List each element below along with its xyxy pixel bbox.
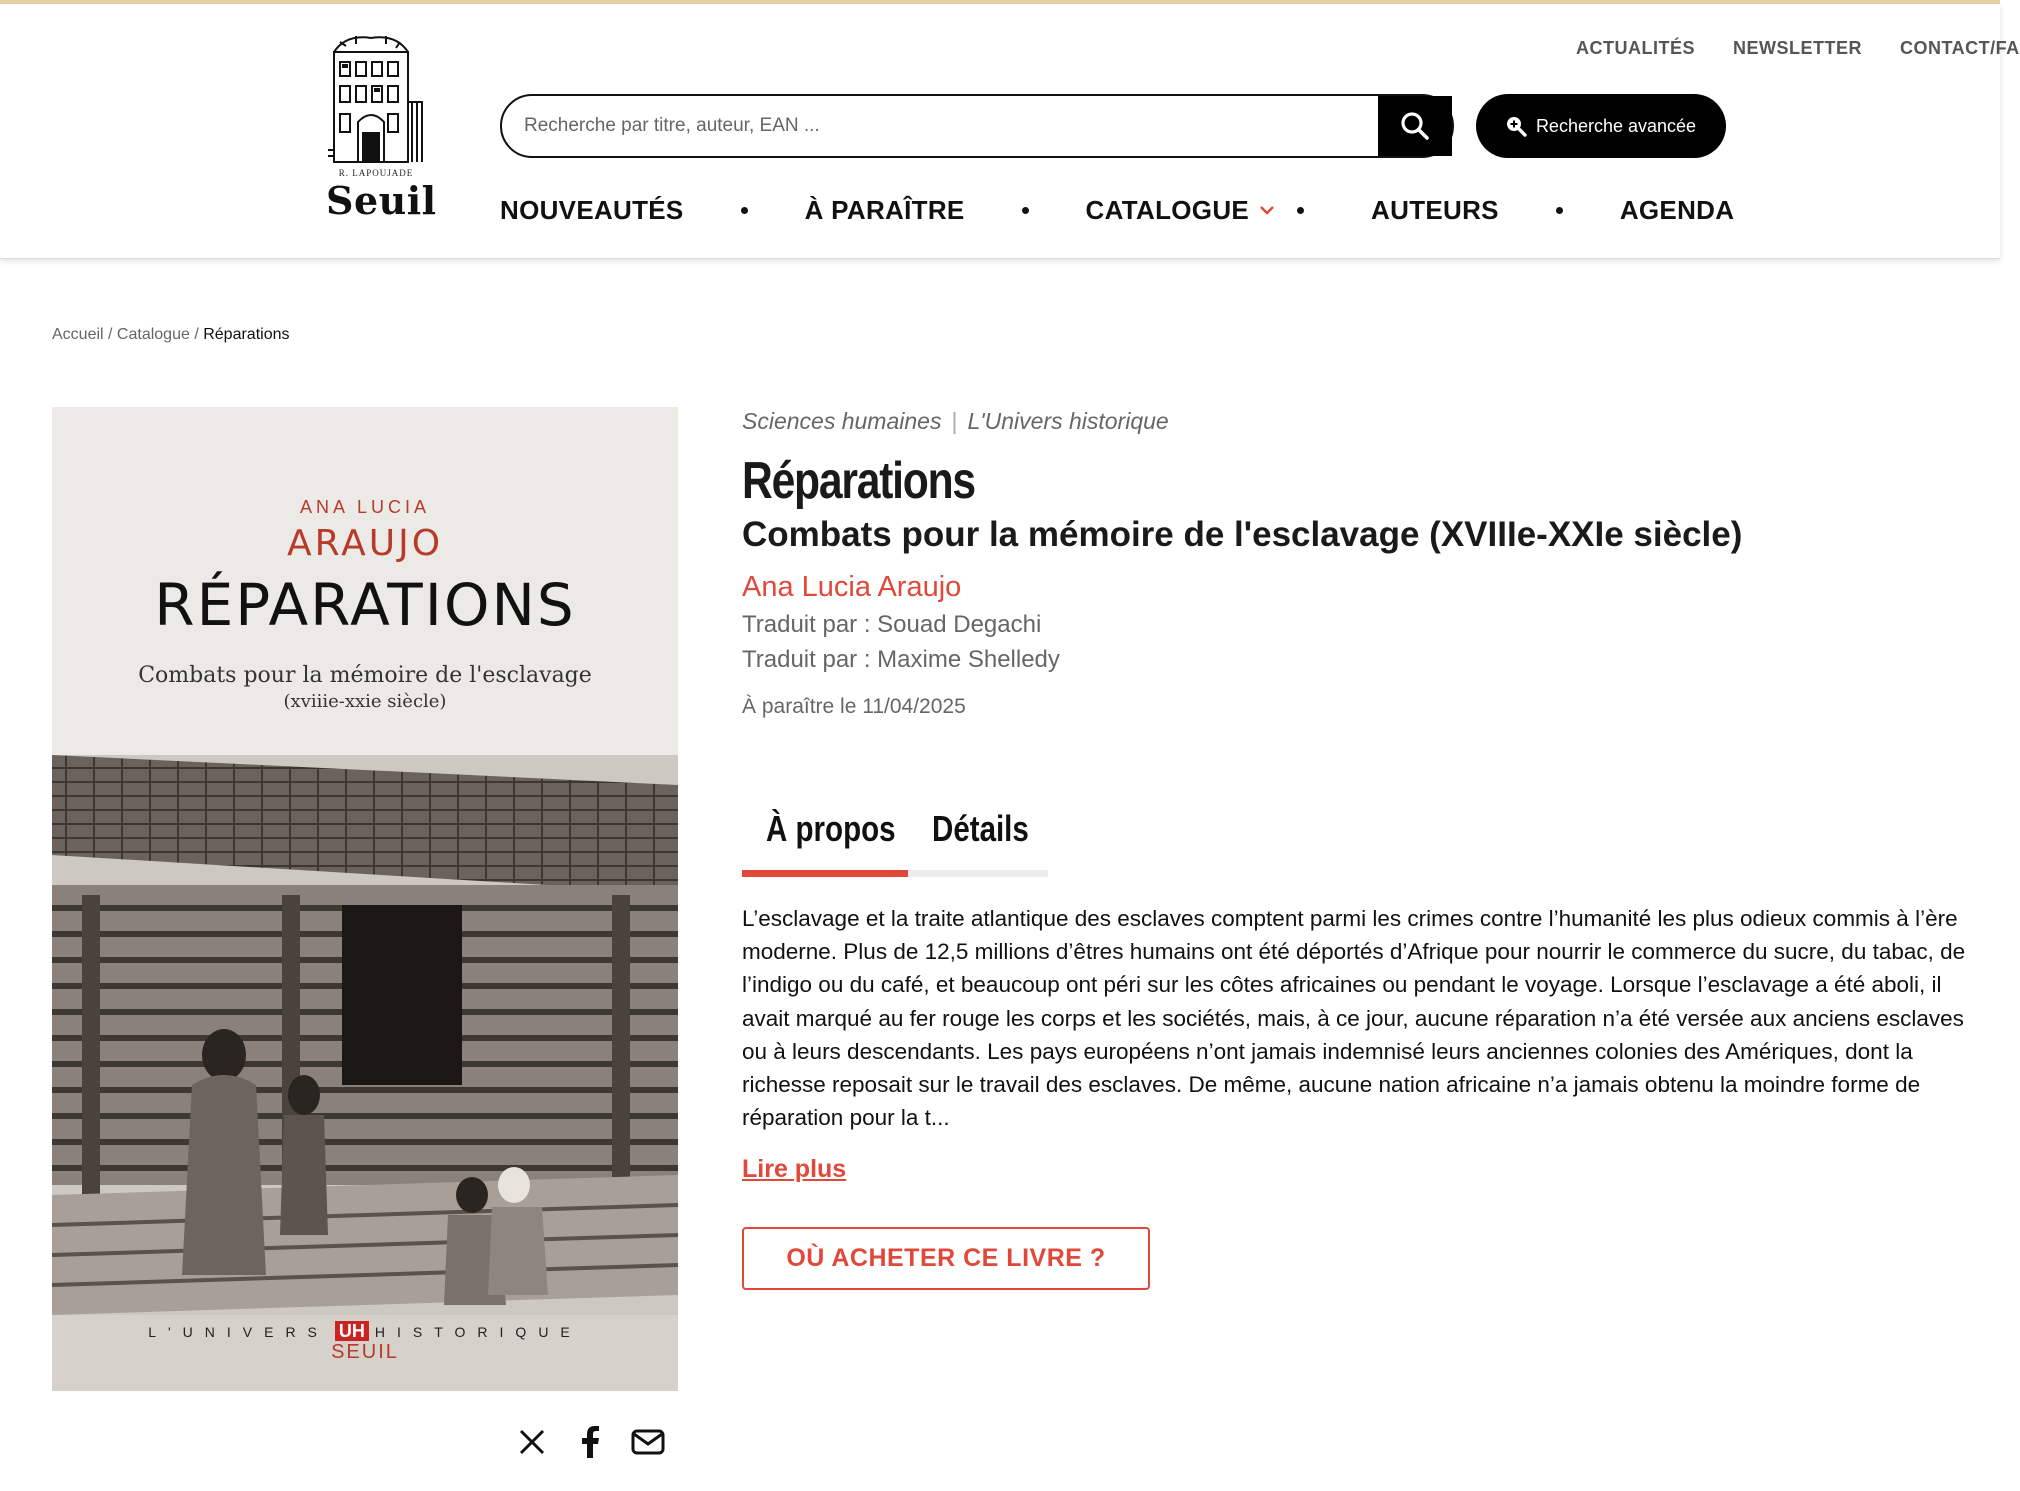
- facebook-icon[interactable]: [574, 1426, 606, 1458]
- nav-catalogue-label: CATALOGUE: [1085, 194, 1250, 225]
- breadcrumb-catalogue[interactable]: Catalogue: [116, 326, 190, 343]
- cover-subtitle: Combats pour la mémoire de l'esclavage: [138, 663, 592, 688]
- site-header: [0, 4, 2020, 259]
- book-author-link[interactable]: Ana Lucia Araujo: [742, 571, 962, 603]
- building-drawing-icon: [326, 32, 426, 164]
- mail-icon[interactable]: [632, 1426, 664, 1458]
- cover-series-right: HISTORIQUE: [374, 1324, 582, 1340]
- breadcrumb: [52, 326, 290, 344]
- nav-auteurs[interactable]: AUTEURS: [1371, 194, 1499, 225]
- tab-a-propos[interactable]: À propos: [766, 808, 896, 849]
- nav-separator: [1556, 207, 1563, 214]
- nav-separator: [741, 207, 748, 214]
- search-button[interactable]: [1378, 96, 1452, 156]
- advanced-search-label: Recherche avancée: [1535, 115, 1697, 136]
- category-separator: |: [951, 408, 958, 434]
- category-link[interactable]: Sciences humaines: [742, 408, 942, 434]
- search-bar: [500, 94, 1454, 158]
- read-more-link[interactable]: Lire plus: [742, 1155, 847, 1183]
- collection-link[interactable]: L'Univers historique: [967, 408, 1169, 434]
- link-contact[interactable]: CONTACT/FA: [1900, 38, 2020, 58]
- nav-a-paraitre[interactable]: À PARAÎTRE: [804, 194, 965, 225]
- cover-title: RÉPARATIONS: [154, 571, 576, 639]
- nav-nouveautes[interactable]: NOUVEAUTÉS: [500, 194, 684, 225]
- cover-subtitle-century: (xviiie-xxie siècle): [283, 691, 447, 712]
- book-translator: Traduit par : Souad Degachi: [742, 611, 1042, 638]
- search-icon: [1400, 111, 1430, 141]
- search-plus-icon: [1506, 116, 1526, 136]
- advanced-search-button[interactable]: [1476, 94, 1726, 158]
- logo-signature: R. LAPOUJADE: [338, 168, 414, 178]
- breadcrumb-separator: /: [103, 326, 117, 343]
- x-icon[interactable]: [516, 1426, 548, 1458]
- nav-separator: [1022, 207, 1029, 214]
- nav-separator: [1297, 207, 1304, 214]
- cover-series: [52, 1321, 678, 1342]
- breadcrumb-home[interactable]: Accueil: [52, 326, 104, 343]
- book-translator: Traduit par : Maxime Shelledy: [742, 646, 1060, 673]
- book-cover[interactable]: [52, 407, 678, 1391]
- logo-wordmark: Seuil: [326, 178, 437, 223]
- breadcrumb-separator: /: [189, 326, 204, 343]
- tab-underline: [742, 870, 1048, 877]
- cover-series-left: L'UNIVERS: [148, 1324, 329, 1340]
- chevron-down-icon: [1259, 205, 1275, 215]
- share-icons: [516, 1426, 664, 1458]
- seuil-logo[interactable]: [326, 32, 437, 228]
- nav-agenda[interactable]: AGENDA: [1619, 194, 1735, 225]
- book-title: Réparations: [742, 452, 975, 510]
- book-description: L’esclavage et la traite atlantique des esclaves comptent parmi les crimes contre l’humanité les plus odieux commis à l’ère moderne. Plus de 12,5 millions d’êtres humains ont été déportés d’Afrique pour nourrir le commerce du sucre, du tabac, de l’indigo ou du café, et beaucoup ont péri sur les côtes africaines ou pendant le voyage. Lorsque l’esclavage a été aboli, il avait marqué au fer rouge les corps et les sociétés, mais, à ce jour, aucune réparation n’a été versée aux anciens esclaves ou à leurs descendants. Les pays européens n’ont jamais indemnisé leurs anciennes colonies des Amériques, dont la richesse reposait sur le travail des esclaves. De même, aucune nation africaine n’a jamais obtenu la moindre forme de réparation pour la t...: [742, 906, 1966, 1131]
- utility-links: [1576, 38, 2020, 59]
- release-date: À paraître le 11/04/2025: [742, 695, 966, 718]
- breadcrumb-current: Réparations: [203, 326, 290, 343]
- book-categories: [742, 408, 1992, 435]
- cover-series-badge: UH: [335, 1321, 369, 1341]
- cover-publisher: SEUIL: [331, 1341, 399, 1363]
- book-tabs: [742, 800, 1048, 877]
- link-actualites[interactable]: ACTUALITÉS: [1576, 38, 1695, 58]
- where-to-buy-button[interactable]: OÙ ACHETER CE LIVRE ?: [742, 1227, 1150, 1290]
- book-subtitle: Combats pour la mémoire de l'esclavage (XVIIIe-XXIe siècle): [742, 515, 1743, 554]
- search-input[interactable]: [502, 96, 1394, 156]
- cover-author-last: ARAUJO: [286, 523, 444, 564]
- book-info: [742, 408, 1992, 719]
- cover-photo: [52, 755, 678, 1391]
- tab-details[interactable]: Détails: [932, 808, 1029, 849]
- tab-active-indicator: [742, 870, 908, 877]
- link-newsletter[interactable]: NEWSLETTER: [1733, 38, 1862, 58]
- cover-author-first: ANA LUCIA: [299, 497, 431, 517]
- nav-catalogue[interactable]: [1086, 195, 1276, 226]
- main-nav: [500, 190, 1734, 230]
